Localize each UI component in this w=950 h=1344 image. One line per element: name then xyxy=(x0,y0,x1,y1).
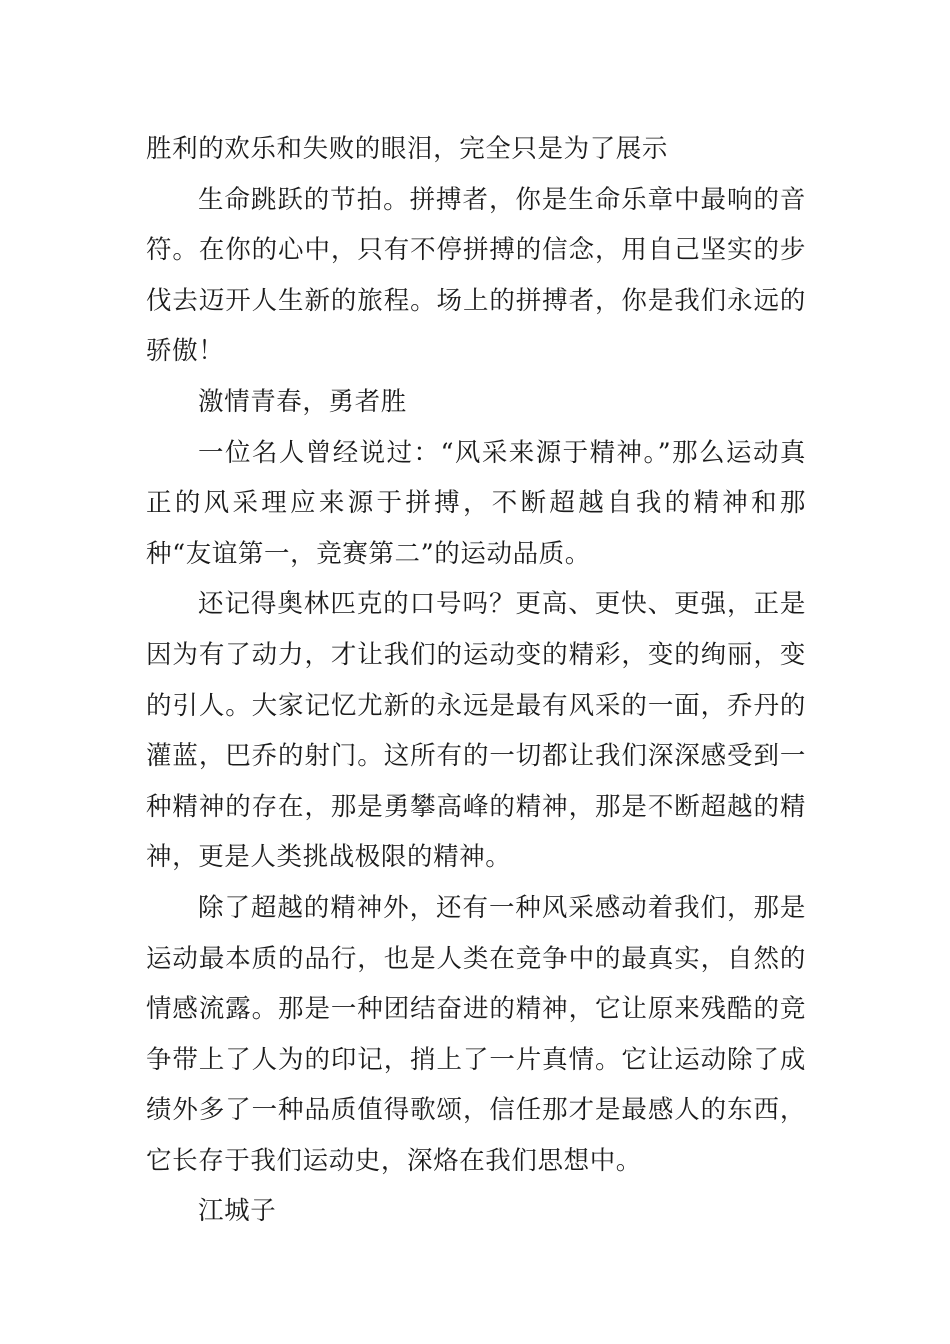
paragraph-quote: 一位名人曾经说过：“风采来源于精神。”那么运动真正的风采理应来源于拼搏，不断超越自我的精神和那种“友谊第一，竞赛第二”的运动品质。 xyxy=(146,437,806,569)
paragraph-olympic-motto: 还记得奥林匹克的口号吗？更高、更快、更强，正是因为有了动力，才让我们的运动变的精彩，变的绚丽，变的引人。大家记忆尤新的永远是最有风采的一面，乔丹的灌蓝，巴乔的射门。这所有的一切都让我们深深感受到一种精神的存在，那是勇攀高峰的精神，那是不断超越的精神，更是人类挑战极限的精神。 xyxy=(146,589,806,873)
document-body xyxy=(146,124,806,1237)
paragraph-athlete: 生命跳跃的节拍。拼搏者，你是生命乐章中最响的音符。在你的心中，只有不停拼搏的信念，用自己坚实的步伐去迈开人生新的旅程。场上的拼搏者，你是我们永远的骄傲！ xyxy=(146,184,806,367)
section-heading-passion: 激情青春，勇者胜 xyxy=(198,386,407,417)
paragraph-team-spirit: 除了超越的精神外，还有一种风采感动着我们，那是运动最本质的品行，也是人类在竞争中的最真实，自然的情感流露。那是一种团结奋进的精神，它让原来残酷的竞争带上了人为的印记，捎上了一片真情。它让运动除了成绩外多了一种品质值得歌颂，信任那才是最感人的东西，它长存于我们运动史，深烙在我们思想中。 xyxy=(146,892,806,1176)
section-heading-jiangchengzi: 江城子 xyxy=(198,1196,277,1227)
paragraph-continuation: 胜利的欢乐和失败的眼泪，完全只是为了展示 xyxy=(146,134,669,164)
